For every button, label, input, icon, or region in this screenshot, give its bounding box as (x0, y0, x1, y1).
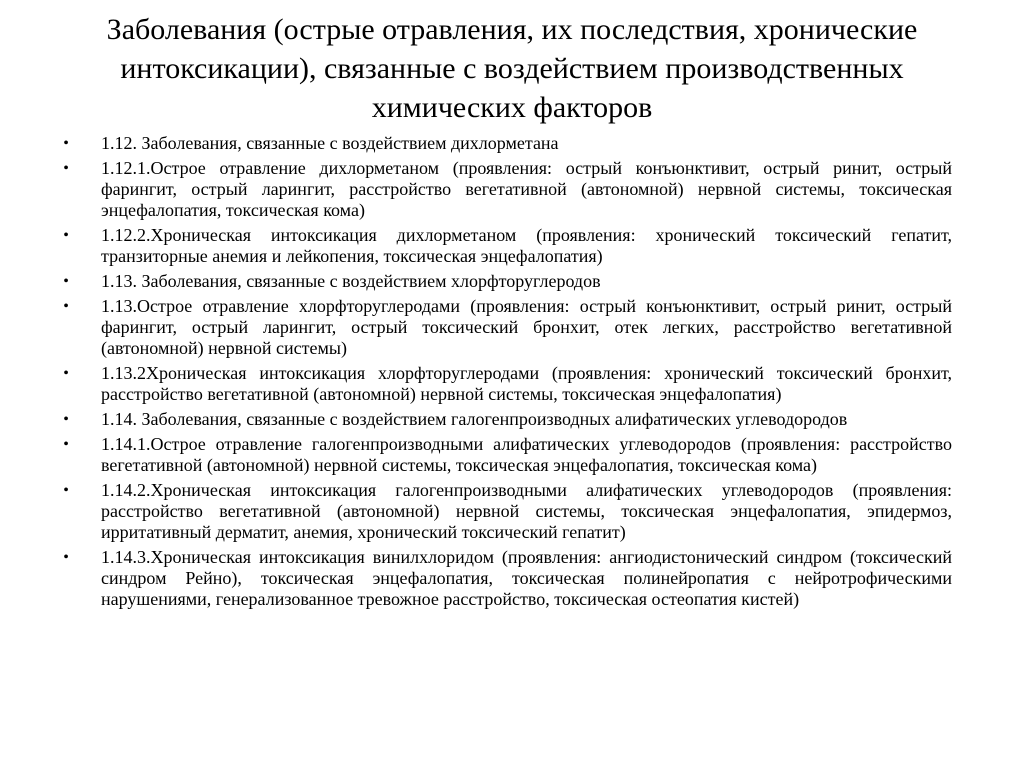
bullet-item (60, 296, 952, 359)
bullet-text: 1.14.2.Хроническая интоксикация галогенпроизводными алифатических углеводородов (проявления: расстройство вегетативной (автономной) нервной системы, токсическая энцефалопатия, эпидермоз, ирритативный дерматит, анемия, хронический токсический гепатит) (101, 480, 952, 542)
bullet-marker: • (63, 411, 69, 428)
bullet-marker: • (63, 227, 69, 244)
bullet-marker: • (63, 482, 69, 499)
bullet-item (60, 225, 952, 267)
bullet-text: 1.13.Острое отравление хлорфторуглеродами (проявления: острый конъюнктивит, острый ринит, острый фарингит, острый ларингит, острый токсический бронхит, отек легких, расстройство вегетативной (автономной) нервной системы) (101, 296, 952, 358)
bullet-item (60, 409, 952, 430)
bullet-item (60, 480, 952, 543)
bullet-marker: • (63, 549, 69, 566)
bullet-marker: • (63, 298, 69, 315)
bullet-text: 1.12. Заболевания, связанные с воздействием дихлорметана (101, 133, 559, 153)
bullet-text: 1.12.2.Хроническая интоксикация дихлорметаном (проявления: хронический токсический гепатит, транзиторные анемия и лейкопения, токсическая энцефалопатия) (101, 225, 952, 266)
bullet-text: 1.13. Заболевания, связанные с воздействием хлорфторуглеродов (101, 271, 601, 291)
bullet-marker: • (63, 135, 69, 152)
bullet-item (60, 158, 952, 221)
bullet-text: 1.12.1.Острое отравление дихлорметаном (проявления: острый конъюнктивит, острый ринит, острый фарингит, острый ларингит, расстройство вегетативной (автономной) нервной системы, токсическая энцефалопатия, токсическая кома) (101, 158, 952, 220)
bullet-text: 1.14.3.Хроническая интоксикация винилхлоридом (проявления: ангиодистонический синдром (токсический синдром Рейно), токсическая энцефалопатия, токсическая полинейропатия с нейротрофическими нарушениями, генерализованное тревожное расстройство, токсическая остеопатия кистей) (101, 547, 952, 609)
bullet-item (60, 271, 952, 292)
bullet-text: 1.13.2Хроническая интоксикация хлорфторуглеродами (проявления: хронический токсический бронхит, расстройство вегетативной (автономной) нервной системы, токсическая энцефалопатия) (101, 363, 952, 404)
bullet-marker: • (63, 273, 69, 290)
bullet-item (60, 133, 952, 154)
bullet-list (60, 133, 952, 614)
bullet-item (60, 547, 952, 610)
bullet-item (60, 363, 952, 405)
bullet-item (60, 434, 952, 476)
bullet-marker: • (63, 160, 69, 177)
slide-title: Заболевания (острые отравления, их последствия, хронические интоксикации), связанные с воздействием производственных химических факторов (106, 13, 918, 124)
bullet-text: 1.14.1.Острое отравление галогенпроизводными алифатических углеводородов (проявления: расстройство вегетативной (автономной) нервной системы, токсическая энцефалопатия, токсическая кома) (101, 434, 952, 475)
bullet-text: 1.14. Заболевания, связанные с воздействием галогенпроизводных алифатических углеводородов (101, 409, 848, 429)
bullet-marker: • (63, 365, 69, 382)
bullet-marker: • (63, 436, 69, 453)
